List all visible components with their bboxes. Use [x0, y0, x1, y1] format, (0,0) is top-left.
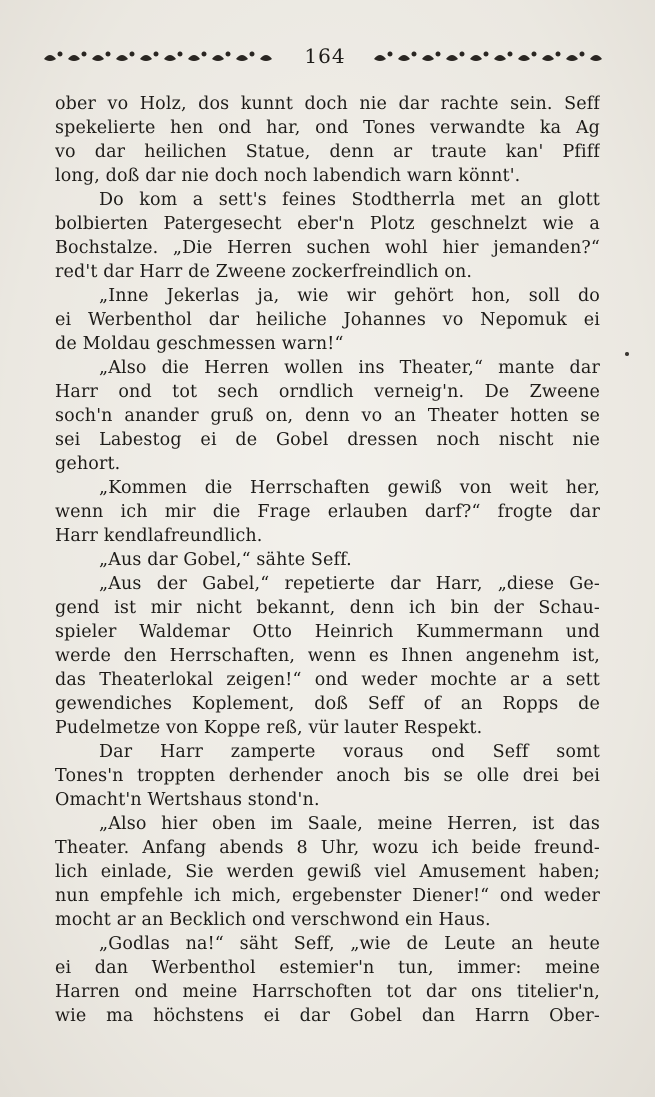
text-line: gewendiches Koplement, doß Seff of an Ropps de	[55, 694, 600, 714]
text-line: sei Labestog ei de Gobel dressen noch nischt nie	[55, 430, 600, 450]
text-line: ei dan Werbenthol estemier'n tun, immer: meine	[55, 958, 600, 978]
text-line: Omacht'n Wertshaus stond'n.	[55, 790, 320, 810]
text-line: Bochstalze. „Die Herren suchen wohl hier jemanden?“	[55, 238, 600, 258]
text-line: werde den Herrschaften, wenn es Ihnen angenehm ist,	[55, 646, 600, 666]
ornament-band-left-icon	[40, 47, 280, 65]
text-line: red't dar Harr de Zweene zockerfreindlich on.	[55, 262, 473, 282]
text-line: ei Werbenthol dar heiliche Johannes vo Nepomuk ei	[55, 310, 600, 330]
text-line: Tones'n troppten derhender anoch bis se olle drei bei	[55, 766, 600, 786]
text-line: Harr kendlafreundlich.	[55, 526, 263, 546]
running-header	[40, 44, 610, 68]
text-line: ober vo Holz, dos kunnt doch nie dar rachte sein. Seff	[55, 94, 600, 114]
text-line: soch'n anander gruß on, denn vo an Theater hotten se	[55, 406, 600, 426]
text-line: nun empfehle ich mich, ergebenster Diener!“ ond weder	[55, 886, 600, 906]
text-line: „Godlas na!“ säht Seff, „wie de Leute an heute	[99, 934, 600, 954]
text-line: „Also die Herren wollen ins Theater,“ mante dar	[99, 358, 600, 378]
text-line: mocht ar an Becklich ond verschwond ein Haus.	[55, 910, 491, 930]
body-text	[55, 92, 600, 1028]
text-line: Dar Harr zamperte voraus ond Seff somt	[99, 742, 600, 762]
text-line: de Moldau geschmessen warn!“	[55, 334, 344, 354]
page-number: 164	[304, 44, 346, 68]
text-line: Harr ond tot sech orndlich verneig'n. De Zweene	[55, 382, 600, 402]
text-line: lich einlade, Sie werden gewiß viel Amusement haben;	[55, 862, 600, 882]
text-line: „Aus der Gabel,“ repetierte dar Harr, „diese Ge-	[99, 574, 600, 594]
text-line: vo dar heilichen Statue, denn ar traute kan' Pfiff	[55, 142, 600, 162]
text-line: Do kom a sett's feines Stodtherrla met an glott	[99, 190, 600, 210]
ornament-band-right-icon	[370, 47, 610, 65]
text-line: Theater. Anfang abends 8 Uhr, wozu ich beide freund-	[55, 838, 600, 858]
text-line: „Also hier oben im Saale, meine Herren, ist das	[99, 814, 600, 834]
text-line: spieler Waldemar Otto Heinrich Kummermann und	[55, 622, 600, 642]
text-line: gend ist mir nicht bekannt, denn ich bin der Schau-	[55, 598, 600, 618]
text-line: Harren ond meine Harrschoften tot dar ons titelier'n,	[55, 982, 600, 1002]
text-line: long, doß dar nie doch noch labendich warn könnt'.	[55, 166, 521, 186]
text-line: bolbierten Patergesecht eber'n Plotz geschnelzt wie a	[55, 214, 600, 234]
text-line: „Kommen die Herrschaften gewiß von weit her,	[99, 478, 600, 498]
text-line: spekelierte hen ond har, ond Tones verwandte ka Ag	[55, 118, 600, 138]
text-line: das Theaterlokal zeigen!“ ond weder mochte ar a sett	[55, 670, 600, 690]
text-line: wenn ich mir die Frage erlauben darf?“ frogte dar	[55, 502, 600, 522]
text-line: gehort.	[55, 454, 121, 474]
text-line: „Aus dar Gobel,“ sähte Seff.	[99, 550, 352, 570]
text-line: Pudelmetze von Koppe reß, vür lauter Respekt.	[55, 718, 483, 738]
margin-mark	[625, 352, 629, 356]
text-line: wie ma höchstens ei dar Gobel dan Harrn Ober-	[55, 1006, 600, 1026]
text-line: „Inne Jekerlas ja, wie wir gehört hon, soll do	[99, 286, 600, 306]
